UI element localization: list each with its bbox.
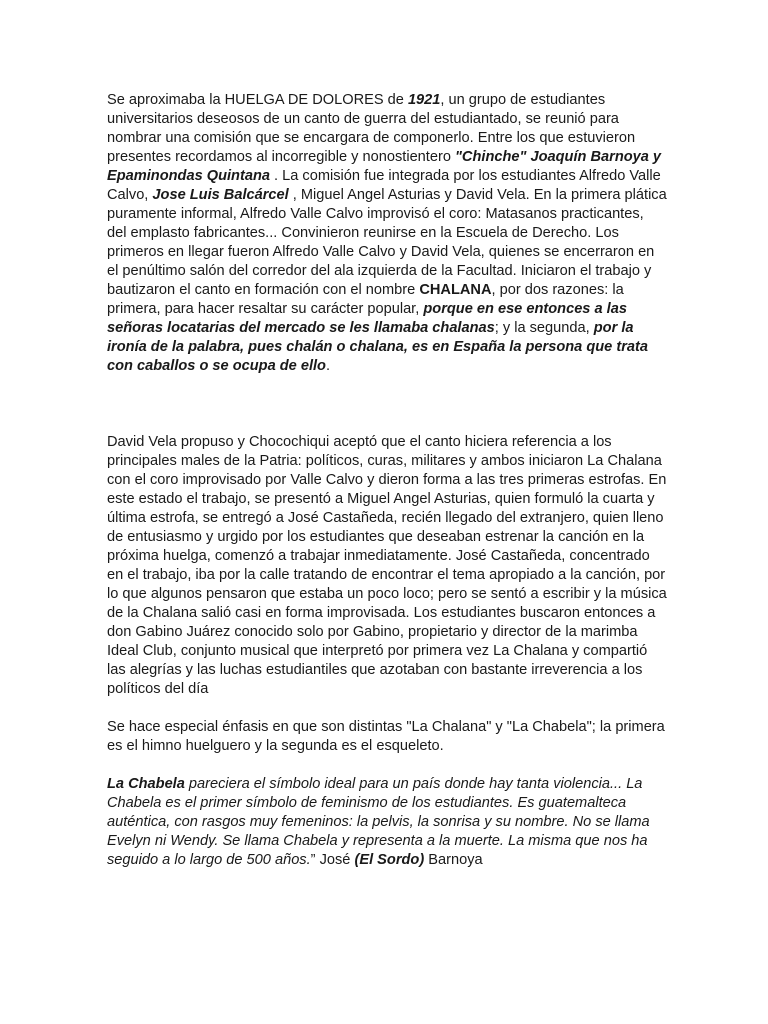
text-span: ” José xyxy=(310,852,355,868)
chabela-emphasis: La Chabela xyxy=(107,776,185,792)
year-emphasis: 1921 xyxy=(407,92,441,108)
quote-italic: pareciera el símbolo ideal para un país donde hay tanta violencia... La Chabela es el primer símbolo de feminismo de los estudiantes. Es guatemalteca auténtica, con rasgos muy femeninos: la pelvis, la sonrisa y su nombre. No se llama Evelyn ni Wendy. Se llama Chabela y representa a la muerte. La misma que nos ha seguido a lo largo de 500 años. xyxy=(107,776,650,868)
names-emphasis: "Chinche" Joaquín Barnoya y Epaminondas Quintana xyxy=(107,149,662,184)
chalana-emphasis: CHALANA xyxy=(419,282,492,298)
text-span: . xyxy=(325,358,331,374)
paragraph-la-chabela-quote xyxy=(107,775,667,870)
reason-two-emphasis: por la ironía de la palabra, pues chalán o chalana, es en España la persona que trata con caballos o se ocupa de ello xyxy=(107,320,648,374)
paragraph-chalana-chabela: Se hace especial énfasis en que son distintas "La Chalana" y "La Chabela"; la primera es el himno huelguero y la segunda es el esqueleto. xyxy=(107,719,665,754)
paragraph-david-vela: David Vela propuso y Chocochiqui aceptó que el canto hiciera referencia a los principales males de la Patria: políticos, curas, militares y ambos iniciaron La Chalana con el coro improvisado por Valle Calvo y dieron forma a las tres primeras estrofas. En este estado el trabajo, se presentó a Miguel Angel Asturias, quien formuló la cuarta y última estrofa, se entregó a José Castañeda, recién llegado del extranjero, quien lleno de entusiasmo y urgido por los estudiantes que deseaban estrenar la canción en la próxima huelga, comenzó a trabajar inmediatamente. José Castañeda, concentrado en el trabajo, iba por la calle tratando de encontrar el tema apropiado a la canción, por lo que algunos pensaron que estaba un poco loco; pero se sentó a escribir y la música de la Chalana salió casi en forma improvisada. Los estudiantes buscaron entonces a don Gabino Juárez conocido solo por Gabino, propietario y director de la marimba Ideal Club, conjunto musical que interpretó por primera vez La Chalana y compartió las alegrías y las luchas estudiantiles que azotaban con bastante irreverencia a los políticos del día xyxy=(107,434,667,697)
document-body xyxy=(107,91,667,870)
nickname-emphasis: (El Sordo) xyxy=(354,852,425,868)
text-span: . La comisión fue integrada por los estudiantes Alfredo Valle Calvo, xyxy=(107,168,661,203)
name-emphasis: Jose Luis Balcárcel xyxy=(152,187,289,203)
text-span: Se aproximaba la HUELGA DE DOLORES de xyxy=(107,92,408,108)
text-span: Barnoya xyxy=(424,852,483,868)
reason-one-emphasis: porque en ese entonces a las señoras locatarias del mercado se les llamaba chalanas xyxy=(107,301,627,336)
text-span: , un grupo de estudiantes universitarios deseosos de un canto de guerra del estudiantado, se reunió para nombrar una comisión que se encargara de componerlo. Entre los que estuvieron presentes recordamos al incorregible y nonostientero xyxy=(107,92,636,165)
text-span: , Miguel Angel Asturias y David Vela. En la primera plática puramente informal, Alfredo Valle Calvo improvisó el coro: Matasanos practicantes, del emplasto fabricantes... Convinieron reunirse en la Escuela de Derecho. Los primeros en llegar fueron Alfredo Valle Calvo y David Vela, quienes se encerraron en el penúltimo salón del corredor del ala izquierda de la Facultad. Iniciaron el trabajo y bautizaron el canto en formación con el nombre xyxy=(107,187,667,298)
text-span: , por dos razones: la primera, para hacer resaltar su carácter popular, xyxy=(107,282,624,317)
paragraph-huelga-1921 xyxy=(107,91,667,376)
text-span: ; y la segunda, xyxy=(494,320,594,336)
